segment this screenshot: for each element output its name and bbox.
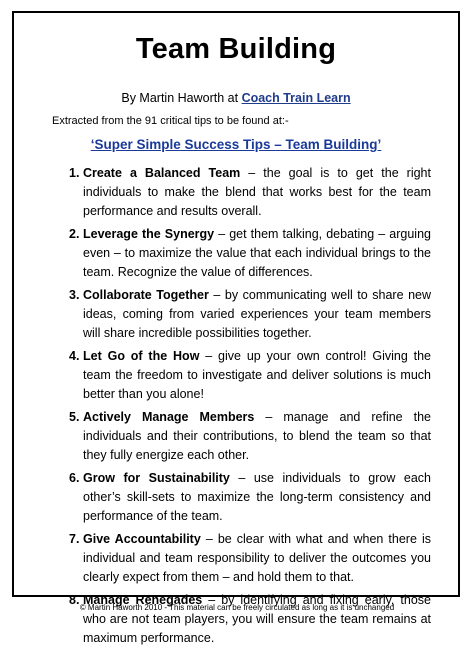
extract-note: Extracted from the 91 critical tips to be found at:- <box>52 115 289 127</box>
tip-item <box>69 347 431 404</box>
tip-name: Leverage the Synergy <box>83 227 215 241</box>
tip-item <box>69 225 431 282</box>
tip-name: Collaborate Together <box>83 288 209 302</box>
tip-name: Manage Renegades <box>83 593 203 607</box>
tip-name: Actively Manage Members <box>83 410 255 424</box>
tip-text: – by communicating well to share new ideas, coming from varied experiences your team members will share incredible possibilities together. <box>83 288 432 340</box>
tip-number: 2. <box>69 227 80 241</box>
tip-item <box>69 591 431 648</box>
tip-number: 6. <box>69 471 80 485</box>
tip-text: – use individuals to grow each other’s skill-sets to maximize the long-term consistency and performance of the team. <box>83 471 432 523</box>
tip-item <box>69 469 431 526</box>
copyright-footer: © Martin Haworth 2010 - This material can be freely circulated as long as it is unchanged <box>79 603 395 612</box>
tip-text: – get them talking, debating – arguing even – to maximize the value that each individual brings to the team. Recognize the value of differences. <box>83 227 431 279</box>
tip-name: Let Go of the How <box>83 349 200 363</box>
tip-item <box>69 530 431 587</box>
tip-text: – by identifying and fixing early, those who are not team players, you will ensure the team remains at maximum performance. <box>83 593 431 645</box>
byline-prefix: By Martin Haworth at <box>121 91 242 105</box>
tip-name: Grow for Sustainability <box>83 471 230 485</box>
tip-number: 1. <box>69 166 80 180</box>
page-title: Team Building <box>135 33 337 65</box>
tip-text: – give up your own control! Giving the team the freedom to investigate and deliver solutions is much better than you alone! <box>83 349 431 401</box>
tip-number: 3. <box>69 288 80 302</box>
subtitle-link[interactable]: ‘Super Simple Success Tips – Team Building’ <box>90 137 382 152</box>
tip-text: – manage and refine the individuals and their contributions, to blend the team so that they fully energize each other. <box>83 410 431 462</box>
coach-train-learn-link[interactable]: Coach Train Learn <box>241 91 351 105</box>
byline <box>14 91 458 105</box>
tip-text: – the goal is to get the right individuals to make the blend that works best for the team performance and results overall. <box>83 166 431 218</box>
tip-number: 4. <box>69 349 80 363</box>
tip-number: 8. <box>69 593 80 607</box>
tip-text: – be clear with what and when there is individual and team responsibility to deliver the outcomes you clearly expect from them – and hold them to that. <box>83 532 431 584</box>
tip-number: 5. <box>69 410 80 424</box>
tip-item <box>69 408 431 465</box>
tip-name: Give Accountability <box>83 532 201 546</box>
tip-number: 7. <box>69 532 80 546</box>
tip-item <box>69 286 431 343</box>
tip-name: Create a Balanced Team <box>83 166 241 180</box>
tips-list <box>69 164 431 652</box>
tip-item <box>69 164 431 221</box>
